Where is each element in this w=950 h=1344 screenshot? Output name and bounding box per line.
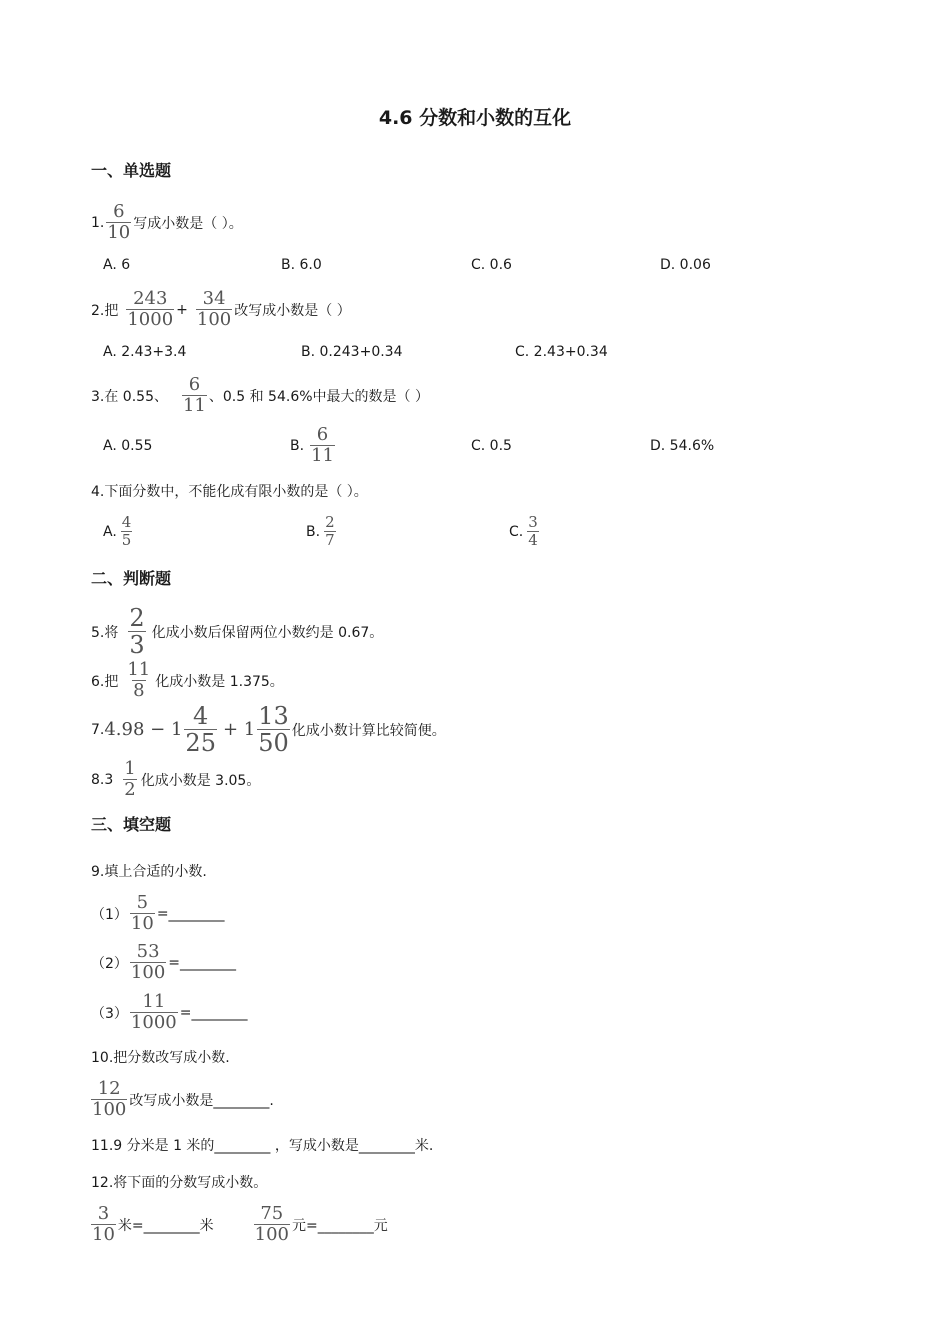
question-text: 化成小数是 1.375。 xyxy=(155,673,284,690)
q1-option-b[interactable]: B. 6.0 xyxy=(281,257,322,273)
answer-blank[interactable]: =________ xyxy=(156,905,225,922)
answer-blank[interactable]: =________ xyxy=(168,954,237,971)
q1-option-d[interactable]: D. 0.06 xyxy=(660,257,711,273)
fraction: $\frac{4}{25}$ xyxy=(185,702,216,757)
question-text: 、0.5 和 54.6%中最大的数是（ ） xyxy=(208,388,429,405)
q3-option-b[interactable] xyxy=(290,426,337,465)
fraction: $\frac{53}{100}$ xyxy=(130,941,166,983)
item-label: （2） xyxy=(91,955,128,972)
fraction: $\frac{6}{11}$ xyxy=(182,374,206,416)
fraction: $\frac{6}{10}$ xyxy=(107,201,131,243)
answer-blank[interactable]: =________ xyxy=(179,1004,248,1021)
fraction: $\frac{243}{1000}$ xyxy=(127,288,174,330)
q4-option-b[interactable] xyxy=(306,515,338,548)
answer-blank[interactable]: 米=________米 xyxy=(117,1217,214,1234)
question-number: 6.把 xyxy=(91,673,119,690)
fraction: $\frac{6}{11}$ xyxy=(311,424,334,466)
expression-part: + 1 xyxy=(222,719,256,740)
q2-option-b[interactable]: B. 0.243+0.34 xyxy=(301,344,403,360)
q9-item-1 xyxy=(91,894,225,933)
question-7 xyxy=(91,704,446,755)
fraction: $\frac{11}{1000}$ xyxy=(130,991,177,1033)
question-text: 化成小数后保留两位小数约是 0.67。 xyxy=(151,624,384,641)
option-label: B. xyxy=(306,523,321,540)
question-1 xyxy=(91,203,243,242)
fraction: $\frac{3}{10}$ xyxy=(92,1203,115,1245)
item-label: （3） xyxy=(91,1005,128,1022)
fraction: $\frac{3}{4}$ xyxy=(528,513,538,549)
fraction: $\frac{2}{7}$ xyxy=(325,513,335,549)
q4-option-c[interactable] xyxy=(509,515,541,548)
question-number: 7. xyxy=(91,721,105,738)
question-text: 化成小数计算比较简便。 xyxy=(291,722,446,739)
question-11[interactable]: 11.9 分米是 1 米的________ ，写成小数是________米. xyxy=(91,1138,434,1154)
q2-option-c[interactable]: C. 2.43+0.34 xyxy=(515,344,608,360)
q1-option-c[interactable]: C. 0.6 xyxy=(471,257,512,273)
question-text: 改写成小数是（ ） xyxy=(234,302,351,319)
section-heading-single-choice: 一、单选题 xyxy=(91,161,172,180)
expression-part: 4.98 − 1 xyxy=(104,719,183,740)
question-number: 8.3 xyxy=(91,771,114,788)
question-10: 10.把分数改写成小数. xyxy=(91,1050,230,1066)
q3-option-d[interactable]: D. 54.6% xyxy=(650,438,715,454)
fraction: $\frac{11}{8}$ xyxy=(127,659,151,701)
fraction: $\frac{75}{100}$ xyxy=(254,1203,289,1245)
fraction: $\frac{5}{10}$ xyxy=(130,892,154,934)
question-5 xyxy=(91,606,383,657)
fraction: $\frac{2}{3}$ xyxy=(129,604,145,659)
q10-answer-line xyxy=(89,1080,274,1119)
q2-option-a[interactable]: A. 2.43+3.4 xyxy=(103,344,187,360)
q12-answer-line xyxy=(89,1205,388,1244)
answer-blank[interactable]: 元=________元 xyxy=(292,1217,388,1234)
fraction: $\frac{4}{5}$ xyxy=(121,513,132,549)
question-number: 2.把 xyxy=(91,302,119,319)
question-number: 5.将 xyxy=(91,624,119,641)
q4-option-a[interactable] xyxy=(103,515,134,548)
question-text: 化成小数是 3.05。 xyxy=(140,772,261,789)
plus-sign: + xyxy=(176,301,188,318)
question-number: 1. xyxy=(91,214,105,231)
question-2 xyxy=(91,290,351,329)
q3-option-c[interactable]: C. 0.5 xyxy=(471,438,512,454)
section-heading-true-false: 二、判断题 xyxy=(91,569,172,588)
q1-option-a[interactable]: A. 6 xyxy=(103,257,131,273)
fraction: $\frac{13}{50}$ xyxy=(258,702,289,757)
fraction: $\frac{12}{100}$ xyxy=(92,1078,127,1120)
option-label: B. xyxy=(290,437,305,454)
fraction: $\frac{1}{2}$ xyxy=(124,758,136,800)
q9-item-2 xyxy=(91,943,236,982)
question-9: 9.填上合适的小数. xyxy=(91,864,207,880)
item-label: （1） xyxy=(91,906,128,923)
question-4: 4.下面分数中，不能化成有限小数的是（ ）。 xyxy=(91,484,368,500)
question-6 xyxy=(91,661,284,700)
question-3 xyxy=(91,376,429,415)
option-label: C. xyxy=(509,523,524,540)
fraction: $\frac{34}{100}$ xyxy=(196,288,232,330)
page-title: 4.6 分数和小数的互化 xyxy=(378,107,572,129)
question-12: 12.将下面的分数写成小数。 xyxy=(91,1175,268,1191)
q9-item-3 xyxy=(91,993,247,1032)
section-heading-fill-blank: 三、填空题 xyxy=(91,815,172,834)
answer-blank[interactable]: 改写成小数是________. xyxy=(129,1092,274,1109)
question-8 xyxy=(91,760,260,799)
option-label: A. xyxy=(103,523,117,540)
question-text: 写成小数是（ ）。 xyxy=(133,215,243,232)
question-number: 3.在 0.55、 xyxy=(91,388,168,405)
q3-option-a[interactable]: A. 0.55 xyxy=(103,438,153,454)
